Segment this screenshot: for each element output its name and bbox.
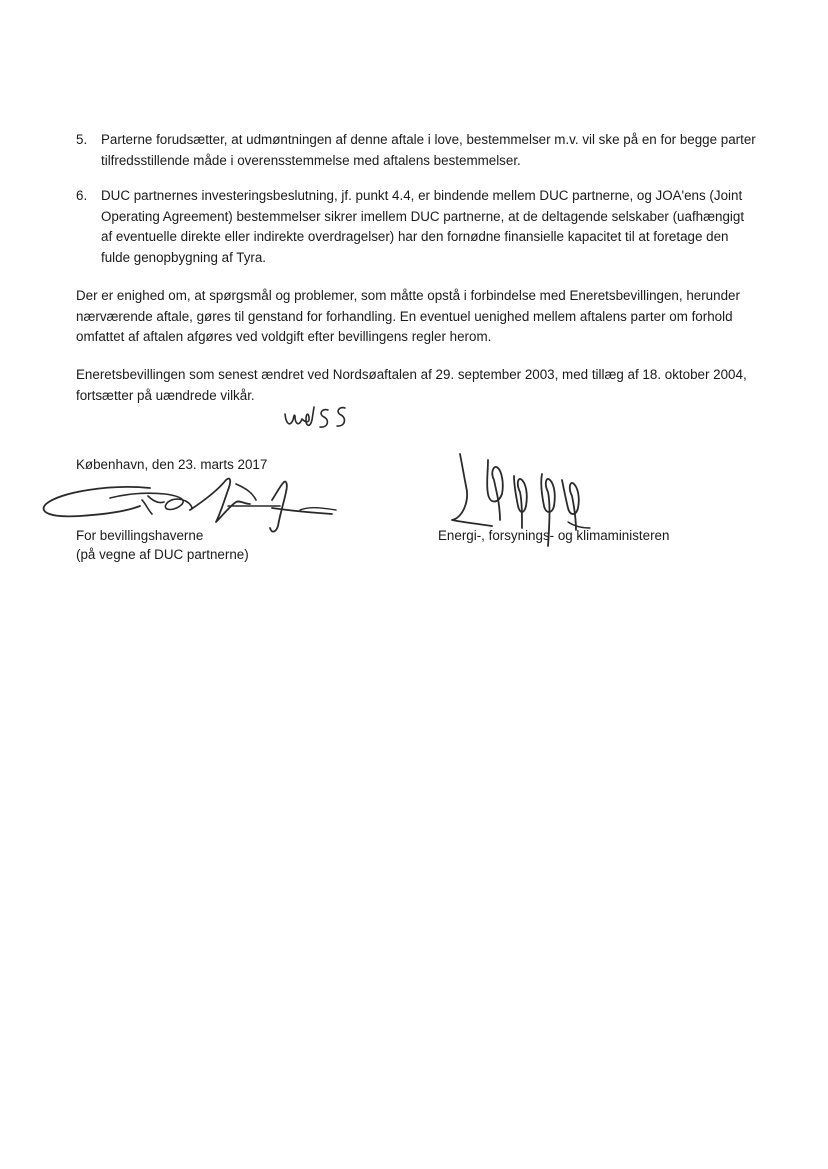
- signatory-left-subtitle: (på vegne af DUC partnerne): [76, 547, 249, 562]
- list-item-5: [76, 130, 756, 172]
- signatory-left-title: For bevillingshaverne: [76, 528, 204, 543]
- place-date: København, den 23. marts 2017: [76, 457, 268, 472]
- handwritten-initials: [282, 402, 362, 436]
- dispute-paragraph: Der er enighed om, at spørgsmål og problemer, som måtte opstå i forbindelse med Eneretsbevillingen, herunder nærværende aftale, gøres til genstand for forhandling. En eventuel uenighed mellem aftalens parter om forhold omfattet af aftalen afgøres ved voldgift efter bevillingens regler herom.: [76, 288, 740, 345]
- list-item-number: 6.: [76, 188, 88, 203]
- list-item-text: Parterne forudsætter, at udmøntningen af denne aftale i love, bestemmelser m.v. vil ske på en for begge parter tilfredsstillende måde i overensstemmelse med aftalens bestemmelser.: [101, 132, 756, 168]
- list-item-text: DUC partnernes investeringsbeslutning, jf. punkt 4.4, er bindende mellem DUC partnerne, og JOA'ens (Joint Operating Agreement) bestemmelser sikrer imellem DUC partnerne, at de deltagende selskaber (uafhængigt af eventuelle direkte eller indirekte overdragelser) har den fornødne finansielle kapacitet til at foretage den fulde genopbygning af Tyra.: [101, 188, 745, 265]
- list-item-6: [76, 186, 756, 270]
- license-paragraph: Eneretsbevillingen som senest ændret ved Nordsøaftalen af 29. september 2003, med tillæg af 18. oktober 2004, fortsætter på uændrede vilkår.: [76, 367, 747, 403]
- signatory-right-title: Energi-, forsynings- og klimaministeren: [438, 528, 670, 543]
- list-item-number: 5.: [76, 132, 88, 147]
